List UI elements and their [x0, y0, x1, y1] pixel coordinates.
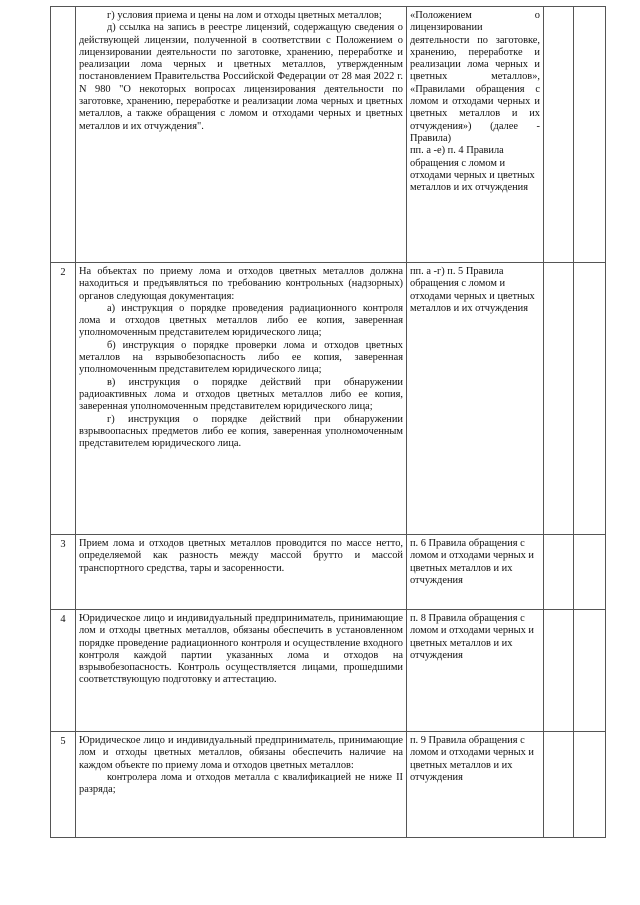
- requirement-text: контролера лома и отходов металла с квалификацией не ниже II разряда;: [79, 771, 403, 796]
- requirement-cell: [76, 7, 407, 263]
- requirement-text: г) инструкция о порядке действий при обнаружении взрывоопасных предметов либо ее копия, заверенная уполномоченным представителем юридического лица.: [79, 413, 403, 450]
- requirement-text: Юридическое лицо и индивидуальный предприниматель, принимающие лом и отходы цветных металлов, обязаны обеспечить наличие на каждом объекте по приему лома и отходов цветных металлов:: [79, 735, 403, 771]
- table-row: [51, 610, 606, 732]
- requirement-text: д) ссылка на запись в реестре лицензий, содержащую сведения о действующей лицензии, полученной в соответствии с Положением о лицензировании деятельности по заготовке, хранению, переработке и реализации лома черных и цветных металлов, утвержденным постановлением Правительства Российской Федерации от 28 мая 2022 г. N 980 "О некоторых вопросах лицензирования деятельности по заготовке, хранению, переработке и реализации лома черных и цветных металлов, а также обращения с ломом и отходами черных и цветных металлов и их отчуждения".: [79, 22, 403, 132]
- requirement-cell: [76, 732, 407, 838]
- empty-cell: [544, 535, 574, 610]
- requirements-table: [50, 6, 606, 838]
- empty-cell: [574, 263, 606, 535]
- empty-cell: [544, 732, 574, 838]
- row-number: [51, 7, 76, 263]
- requirement-text: в) инструкция о порядке действий при обнаружении радиоактивных лома и отходов цветных металлов либо ее копия, заверенная уполномоченным представителем юридического лица;: [79, 376, 403, 413]
- reference-cell: [407, 535, 544, 610]
- reference-cell: [407, 263, 544, 535]
- row-number: 3: [51, 535, 76, 610]
- table-row: [51, 7, 606, 263]
- row-number: 4: [51, 610, 76, 732]
- empty-cell: [574, 535, 606, 610]
- reference-cell: [407, 732, 544, 838]
- reference-text: п. 9 Правила обращения с ломом и отходами черных и цветных металлов и их отчуждения: [410, 735, 534, 783]
- reference-cell: [407, 610, 544, 732]
- table-row: [51, 535, 606, 610]
- empty-cell: [544, 263, 574, 535]
- empty-cell: [574, 610, 606, 732]
- table-row: [51, 732, 606, 838]
- requirement-text: Прием лома и отходов цветных металлов проводится по массе нетто, определяемой как разность между массой брутто и массой транспортного средства, тары и засоренности.: [79, 538, 403, 574]
- empty-cell: [574, 732, 606, 838]
- empty-cell: [544, 610, 574, 732]
- reference-text: пп. а -е) п. 4 Правила обращения с ломом и отходами черных и цветных металлов и их отчуждения: [410, 145, 535, 194]
- row-number: 2: [51, 263, 76, 535]
- requirement-cell: [76, 610, 407, 732]
- row-number: 5: [51, 732, 76, 838]
- requirement-cell: [76, 535, 407, 610]
- requirement-text: г) условия приема и цены на лом и отходы цветных металлов;: [107, 10, 382, 21]
- table-row: [51, 263, 606, 535]
- reference-text: п. 8 Правила обращения с ломом и отходами черных и цветных металлов и их отчуждения: [410, 613, 534, 661]
- reference-text: «Положением о лицензировании деятельности по заготовке, хранению, переработке и реализации лома черных и цветных металлов», «Правилами обращения с ломом и отходами черных и цветных металлов и их отчуждения») (далее - Правила): [410, 10, 540, 144]
- requirement-text: Юридическое лицо и индивидуальный предприниматель, принимающие лом и отходы цветных металлов, обязаны обеспечить в установленном порядке проведение радиационного контроля и осуществление входного контроля каждой партии указанных лома и отходов на взрывобезопасность. Контроль осуществляется лицами, прошедшими соответствующую подготовку и аттестацию.: [79, 613, 403, 686]
- requirement-text: На объектах по приему лома и отходов цветных металлов должна находиться и предъявляться по требованию контрольных (надзорных) органов следующая документация:: [79, 266, 403, 302]
- requirement-cell: [76, 263, 407, 535]
- empty-cell: [544, 7, 574, 263]
- reference-text: п. 6 Правила обращения с ломом и отходами черных и цветных металлов и их отчуждения: [410, 538, 534, 586]
- empty-cell: [574, 7, 606, 263]
- reference-text: пп. а -г) п. 5 Правила обращения с ломом и отходами черных и цветных металлов и их отчуждения: [410, 266, 535, 314]
- requirement-text: б) инструкция о порядке проверки лома и отходов цветных металлов на взрывобезопасность либо ее копия, заверенная уполномоченным представителем юридического лица;: [79, 339, 403, 376]
- requirement-text: а) инструкция о порядке проведения радиационного контроля лома и отходов цветных металлов либо ее копия, заверенная уполномоченным представителем юридического лица;: [79, 302, 403, 339]
- reference-cell: [407, 7, 544, 263]
